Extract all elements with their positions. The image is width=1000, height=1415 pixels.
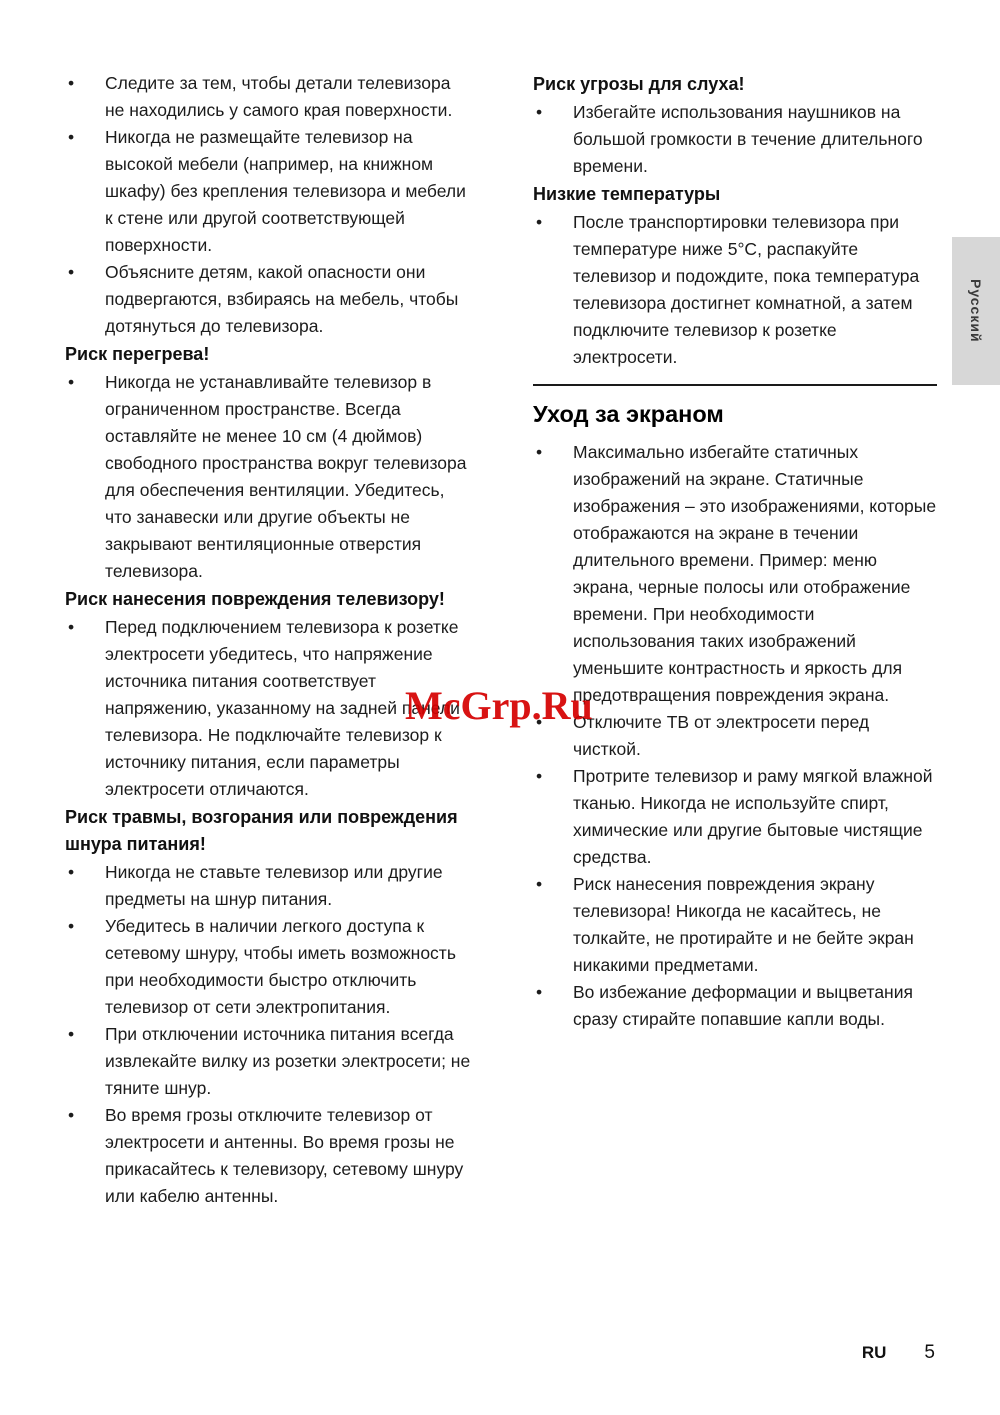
section-heading-low-temp: Низкие температуры (533, 184, 721, 204)
section-heading-cord-damage: Риск травмы, возгорания или повреждения шнура питания! (65, 807, 458, 854)
list-item: • При отключении источника питания всегда извлекайте вилку из розетки электросети; не тяните шнур. (65, 1021, 472, 1102)
footer-page-number: 5 (924, 1342, 935, 1363)
list-item: • После транспортировки телевизора при температуре ниже 5°С, распакуйте телевизор и подождите, пока температура телевизора достигнет комнатной, а затем подключите телевизор к розетке электросети. (533, 209, 937, 371)
list-item: • Объясните детям, какой опасности они подвергаются, взбираясь на мебель, чтобы дотянуться до телевизора. (65, 259, 472, 340)
language-side-tab-label: Русский (968, 279, 984, 343)
list-item: • Никогда не ставьте телевизор или другие предметы на шнур питания. (65, 859, 472, 913)
list-item: • Отключите ТВ от электросети перед чисткой. (533, 709, 937, 763)
cord-damage-bullet-list (65, 859, 472, 1210)
screen-care-section (533, 384, 937, 429)
list-item: • Максимально избегайте статичных изображений на экране. Статичные изображения – это изображениями, которые отображаются на экране в течении длительного времени. Пример: меню экрана, черные полосы или отображение времени. При необходимости использования таких изображений уменьшите контрастность и яркость для предотвращения повреждения экрана. (533, 439, 937, 709)
overheat-bullet-list (65, 369, 472, 585)
low-temp-bullet-list (533, 209, 937, 371)
list-item: • Во время грозы отключите телевизор от электросети и антенны. Во время грозы не прикасайтесь к телевизору, сетевому шнуру или кабелю антенны. (65, 1102, 472, 1210)
watermark: McGrp.Ru (405, 683, 593, 728)
list-item: • Перед подключением телевизора к розетке электросети убедитесь, что напряжение источника питания соответствует напряжению, указанному на задней панели телевизора. Не подключайте телевизор к источнику питания, если параметры электросети отличаются. (65, 614, 472, 803)
left-column (65, 70, 472, 1210)
list-item: • Протрите телевизор и раму мягкой влажной тканью. Никогда не используйте спирт, химические или другие бытовые чистящие средства. (533, 763, 937, 871)
page-footer (862, 1342, 935, 1364)
language-side-tab (952, 237, 1000, 385)
list-item: • Риск нанесения повреждения экрану телевизора! Никогда не касайтесь, не толкайте, не протирайте и не бейте экран никакими предметами. (533, 871, 937, 979)
list-item: • Никогда не устанавливайте телевизор в ограниченном пространстве. Всегда оставляйте не менее 10 см (4 дюймов) свободного пространства вокруг телевизора для обеспечения вентиляции. Убедитесь, что занавески или другие объекты не закрывают вентиляционные отверстия телевизора. (65, 369, 472, 585)
intro-bullet-list (65, 70, 472, 340)
section-heading-overheat: Риск перегрева! (65, 344, 210, 364)
screen-care-title: Уход за экраном (533, 401, 724, 427)
screen-care-bullet-list (533, 439, 937, 1033)
right-column (533, 70, 937, 1033)
list-item: • Избегайте использования наушников на большой громкости в течение длительного времени. (533, 99, 937, 180)
list-item: • Никогда не размещайте телевизор на высокой мебели (например, на книжном шкафу) без крепления телевизора и мебели к стене или другой соответствующей поверхности. (65, 124, 472, 259)
hearing-bullet-list (533, 99, 937, 180)
list-item: • Следите за тем, чтобы детали телевизора не находились у самого края поверхности. (65, 70, 472, 124)
footer-language-code: RU (861, 1343, 887, 1362)
list-item: • Убедитесь в наличии легкого доступа к сетевому шнуру, чтобы иметь возможность при необходимости быстро отключить телевизор от сети электропитания. (65, 913, 472, 1021)
tv-damage-bullet-list (65, 614, 472, 803)
section-heading-tv-damage: Риск нанесения повреждения телевизору! (65, 589, 445, 609)
section-heading-hearing: Риск угрозы для слуха! (533, 74, 745, 94)
list-item: • Во избежание деформации и выцветания сразу стирайте попавшие капли воды. (533, 979, 937, 1033)
